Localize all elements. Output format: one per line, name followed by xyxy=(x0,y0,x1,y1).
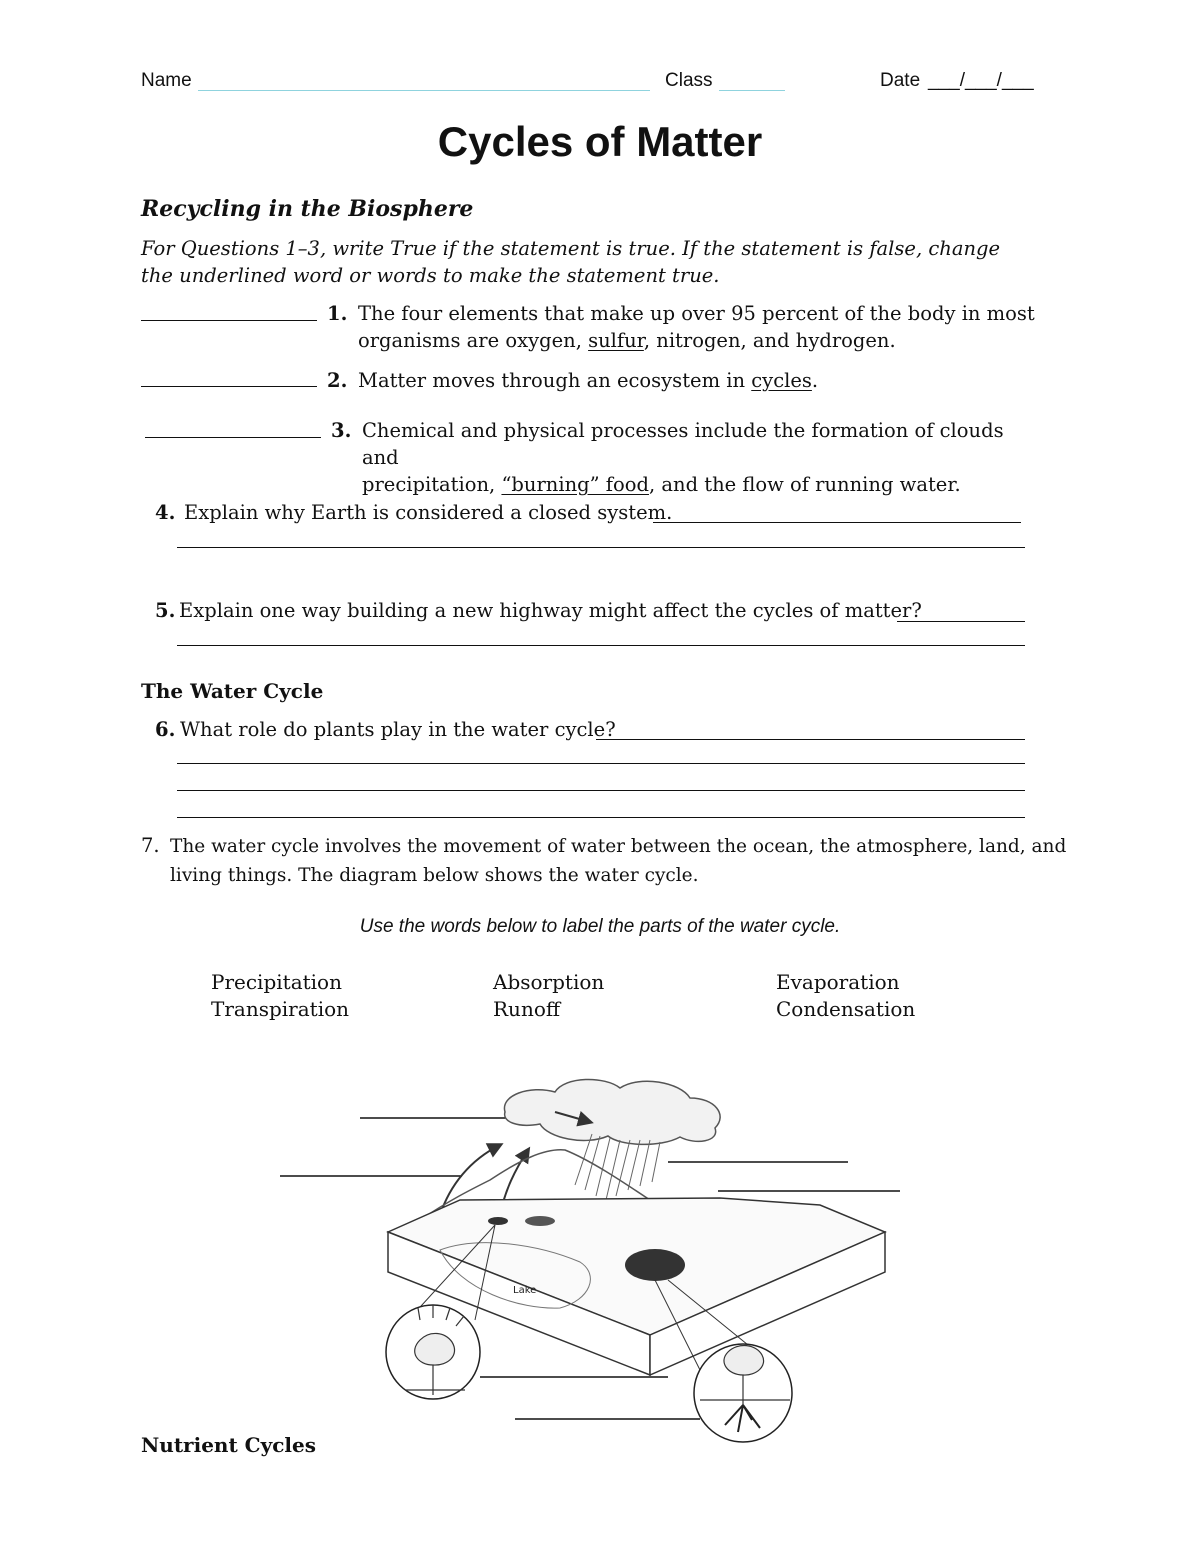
section-heading-nutrient-cycles: Nutrient Cycles xyxy=(141,1433,316,1457)
word-bank-item: Precipitation xyxy=(211,970,342,994)
word-bank-instruction: Use the words below to label the parts of the water cycle. xyxy=(359,916,841,937)
forest-patch xyxy=(625,1249,685,1281)
word-bank-item: Runoff xyxy=(493,997,561,1021)
question-7-line2: living things. The diagram below shows the water cycle. xyxy=(170,865,699,886)
question-number: 4. xyxy=(155,501,176,524)
question-3-pre: precipitation, xyxy=(362,473,502,496)
question-4: Explain why Earth is considered a closed system. xyxy=(184,501,673,524)
question-number: 2. xyxy=(327,369,348,392)
date-label: Date xyxy=(880,70,921,91)
question-number: 5. xyxy=(155,599,176,622)
lake-label: Lake xyxy=(513,1285,537,1296)
class-label: Class xyxy=(665,70,713,91)
question-3-post: , and the flow of running water. xyxy=(648,473,961,496)
section-heading-water-cycle: The Water Cycle xyxy=(141,679,324,703)
question-5: Explain one way building a new highway might affect the cycles of matter? xyxy=(179,599,922,622)
word-bank-item: Transpiration xyxy=(211,997,350,1021)
vegetation-patch xyxy=(525,1216,555,1226)
question-1-line1: The four elements that make up over 95 percent of the body in most xyxy=(358,302,1035,325)
question-7-line1: The water cycle involves the movement of water between the ocean, the atmosphere, land, and xyxy=(170,836,1067,857)
page-title: Cycles of Matter xyxy=(437,118,763,165)
cloud xyxy=(504,1079,720,1144)
question-number: 6. xyxy=(155,718,176,741)
question-1-post: , nitrogen, and hydrogen. xyxy=(643,329,896,352)
name-label: Name xyxy=(141,70,192,91)
question-number: 3. xyxy=(331,419,352,442)
underlined-term: sulfur xyxy=(588,329,644,352)
question-number: 7. xyxy=(141,834,160,857)
date-field[interactable]: ___/___/___ xyxy=(928,70,1034,91)
underlined-term: “burning” food xyxy=(501,473,649,496)
word-bank-item: Evaporation xyxy=(776,970,900,994)
instructions: For Questions 1–3, write True if the statement is true. If the statement is false, change the underlined word or words to make the statement true. xyxy=(141,237,1001,287)
question-number: 1. xyxy=(327,302,348,325)
word-bank-item: Condensation xyxy=(776,997,916,1021)
vegetation-patch xyxy=(488,1217,508,1225)
question-2-pre: Matter moves through an ecosystem in xyxy=(358,369,752,392)
question-2-post: . xyxy=(811,369,819,392)
question-6: What role do plants play in the water cycle? xyxy=(180,718,616,741)
question-3-line1: Chemical and physical processes include the formation of clouds and xyxy=(362,419,1004,469)
section-heading-recycling: Recycling in the Biosphere xyxy=(141,196,474,222)
word-bank-item: Absorption xyxy=(493,970,605,994)
underlined-term: cycles xyxy=(751,369,812,392)
question-1-pre: organisms are oxygen, xyxy=(358,329,589,352)
